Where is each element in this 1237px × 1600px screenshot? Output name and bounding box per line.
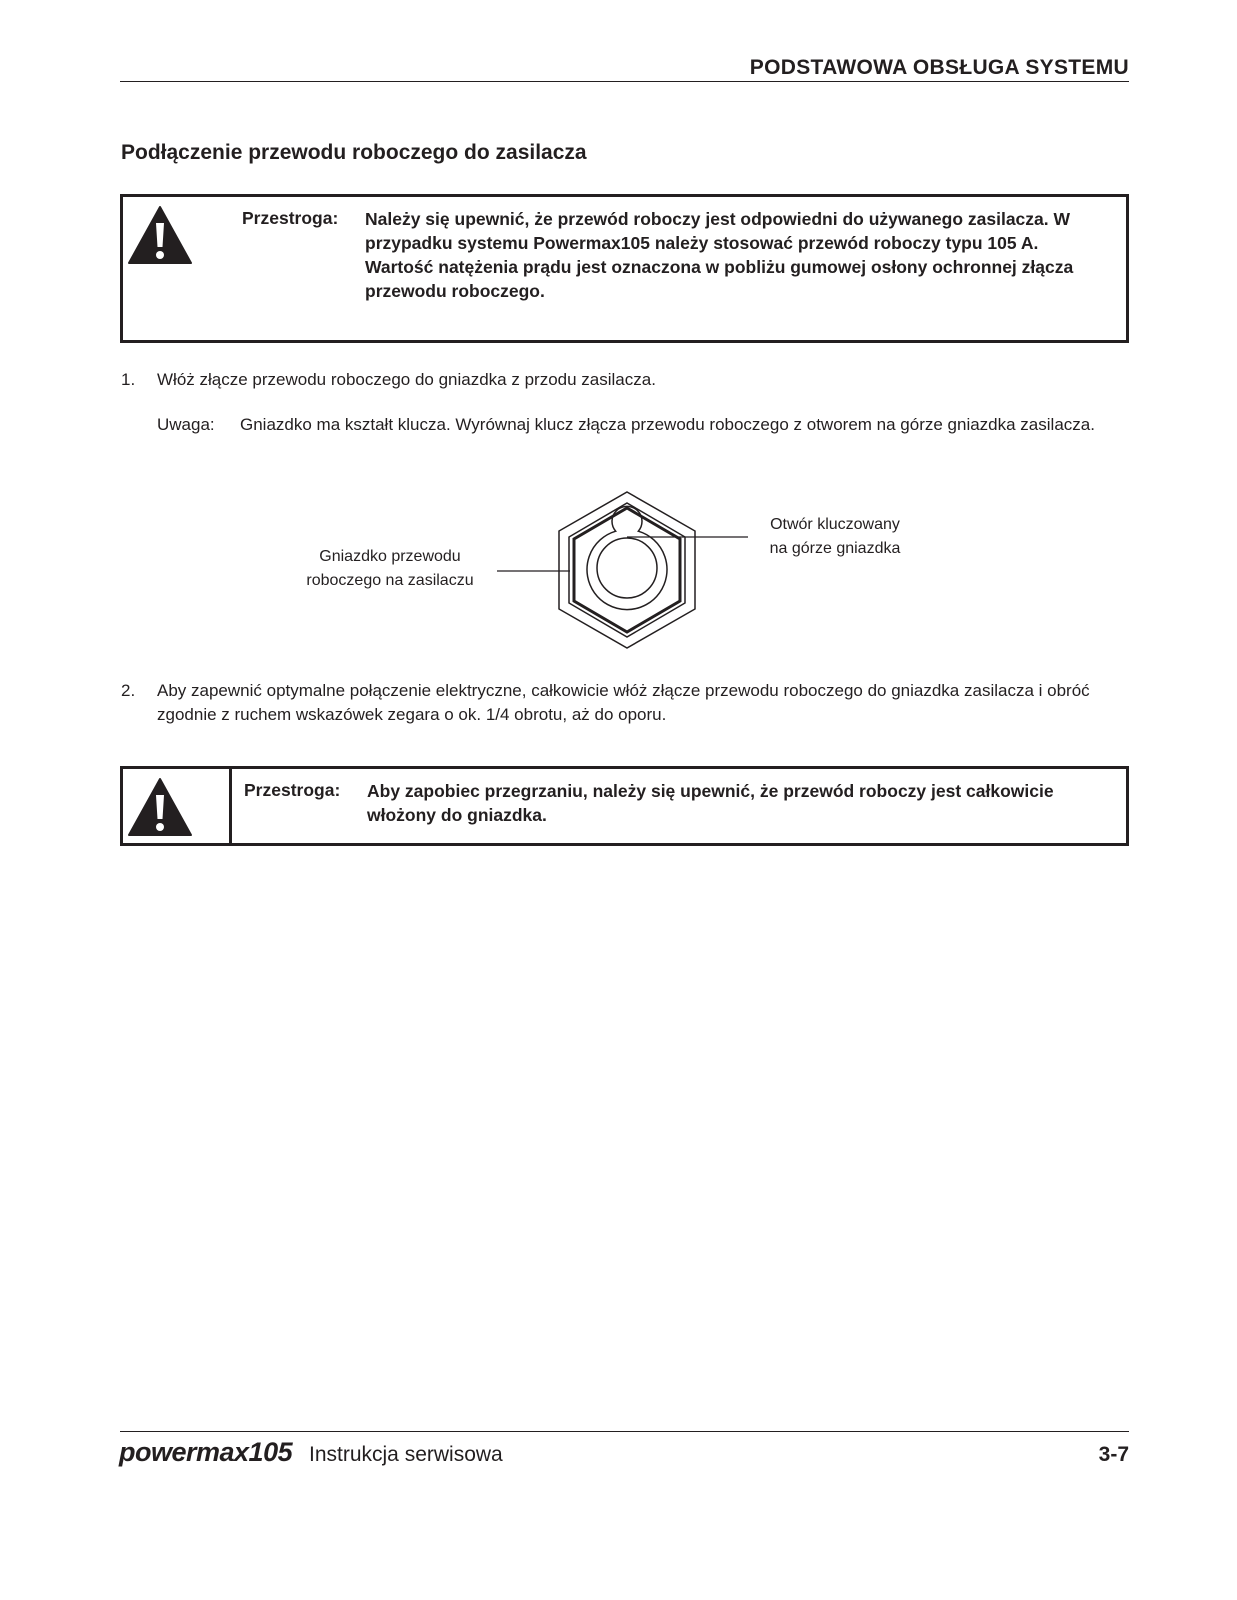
callout-receptacle [295, 545, 485, 593]
caution-text: Należy się upewnić, że przewód roboczy jest odpowiedni do używanego zasilacza. W przypadku systemu Powermax105 należy stosować przewód roboczy typu 105 A. Wartość natężenia prądu jest oznaczona w pobliżu gumowej osłony ochronnej złącza przewodu roboczego. [365, 209, 1074, 301]
footer-rule [120, 1431, 1129, 1432]
callout-line: Otwór kluczowany [770, 516, 900, 533]
callout-line: roboczego na zasilaczu [306, 572, 474, 589]
header-title: PODSTAWOWA OBSŁUGA SYSTEMU [749, 56, 1129, 79]
caution-box-1 [120, 194, 1129, 343]
footer-brand-logo: powermax105 [119, 1437, 293, 1467]
keyed-opening [587, 506, 667, 609]
step-number: 1. [121, 370, 136, 389]
receptacle-hex-mid [569, 503, 685, 637]
step-text: Włóż złącze przewodu roboczego do gniazdka z przodu zasilacza. [157, 370, 656, 389]
callout-line: na górze gniazdka [769, 540, 901, 557]
caution-icon-cell [123, 769, 232, 843]
caution-text: Aby zapobiec przegrzaniu, należy się upewnić, że przewód roboczy jest całkowicie włożony do gniazdka. [367, 781, 1054, 825]
callout-line: Gniazdko przewodu [319, 548, 461, 565]
warning-triangle-icon [127, 777, 193, 837]
note-label: Uwaga: [157, 415, 215, 434]
receptacle-hex-outer [559, 492, 695, 648]
caution-label: Przestroga: [242, 208, 339, 228]
header-rule [120, 81, 1129, 82]
caution-box-2 [120, 766, 1129, 846]
warning-triangle-icon [127, 205, 193, 265]
page-number: 3-7 [1098, 1443, 1129, 1466]
step-number: 2. [121, 681, 136, 700]
section-heading: Podłączenie przewodu roboczego do zasilacza [121, 141, 587, 164]
receptacle-hex-inner [574, 508, 680, 632]
caution-label: Przestroga: [244, 780, 341, 800]
caution-icon-cell [123, 197, 229, 340]
note-text: Gniazdko ma kształt klucza. Wyrównaj klucz złącza przewodu roboczego z otworem na górze gniazdka zasilacza. [240, 415, 1095, 434]
footer-document-title: Instrukcja serwisowa [309, 1443, 503, 1466]
callout-keyed-opening [740, 513, 930, 561]
receptacle-socket [597, 538, 657, 598]
step-text: Aby zapewnić optymalne połączenie elektryczne, całkowicie włóż złącze przewodu roboczego do gniazdka zasilacza i obróć zgodnie z ruchem wskazówek zegara o ok. 1/4 obrotu, aż do oporu. [157, 681, 1090, 724]
